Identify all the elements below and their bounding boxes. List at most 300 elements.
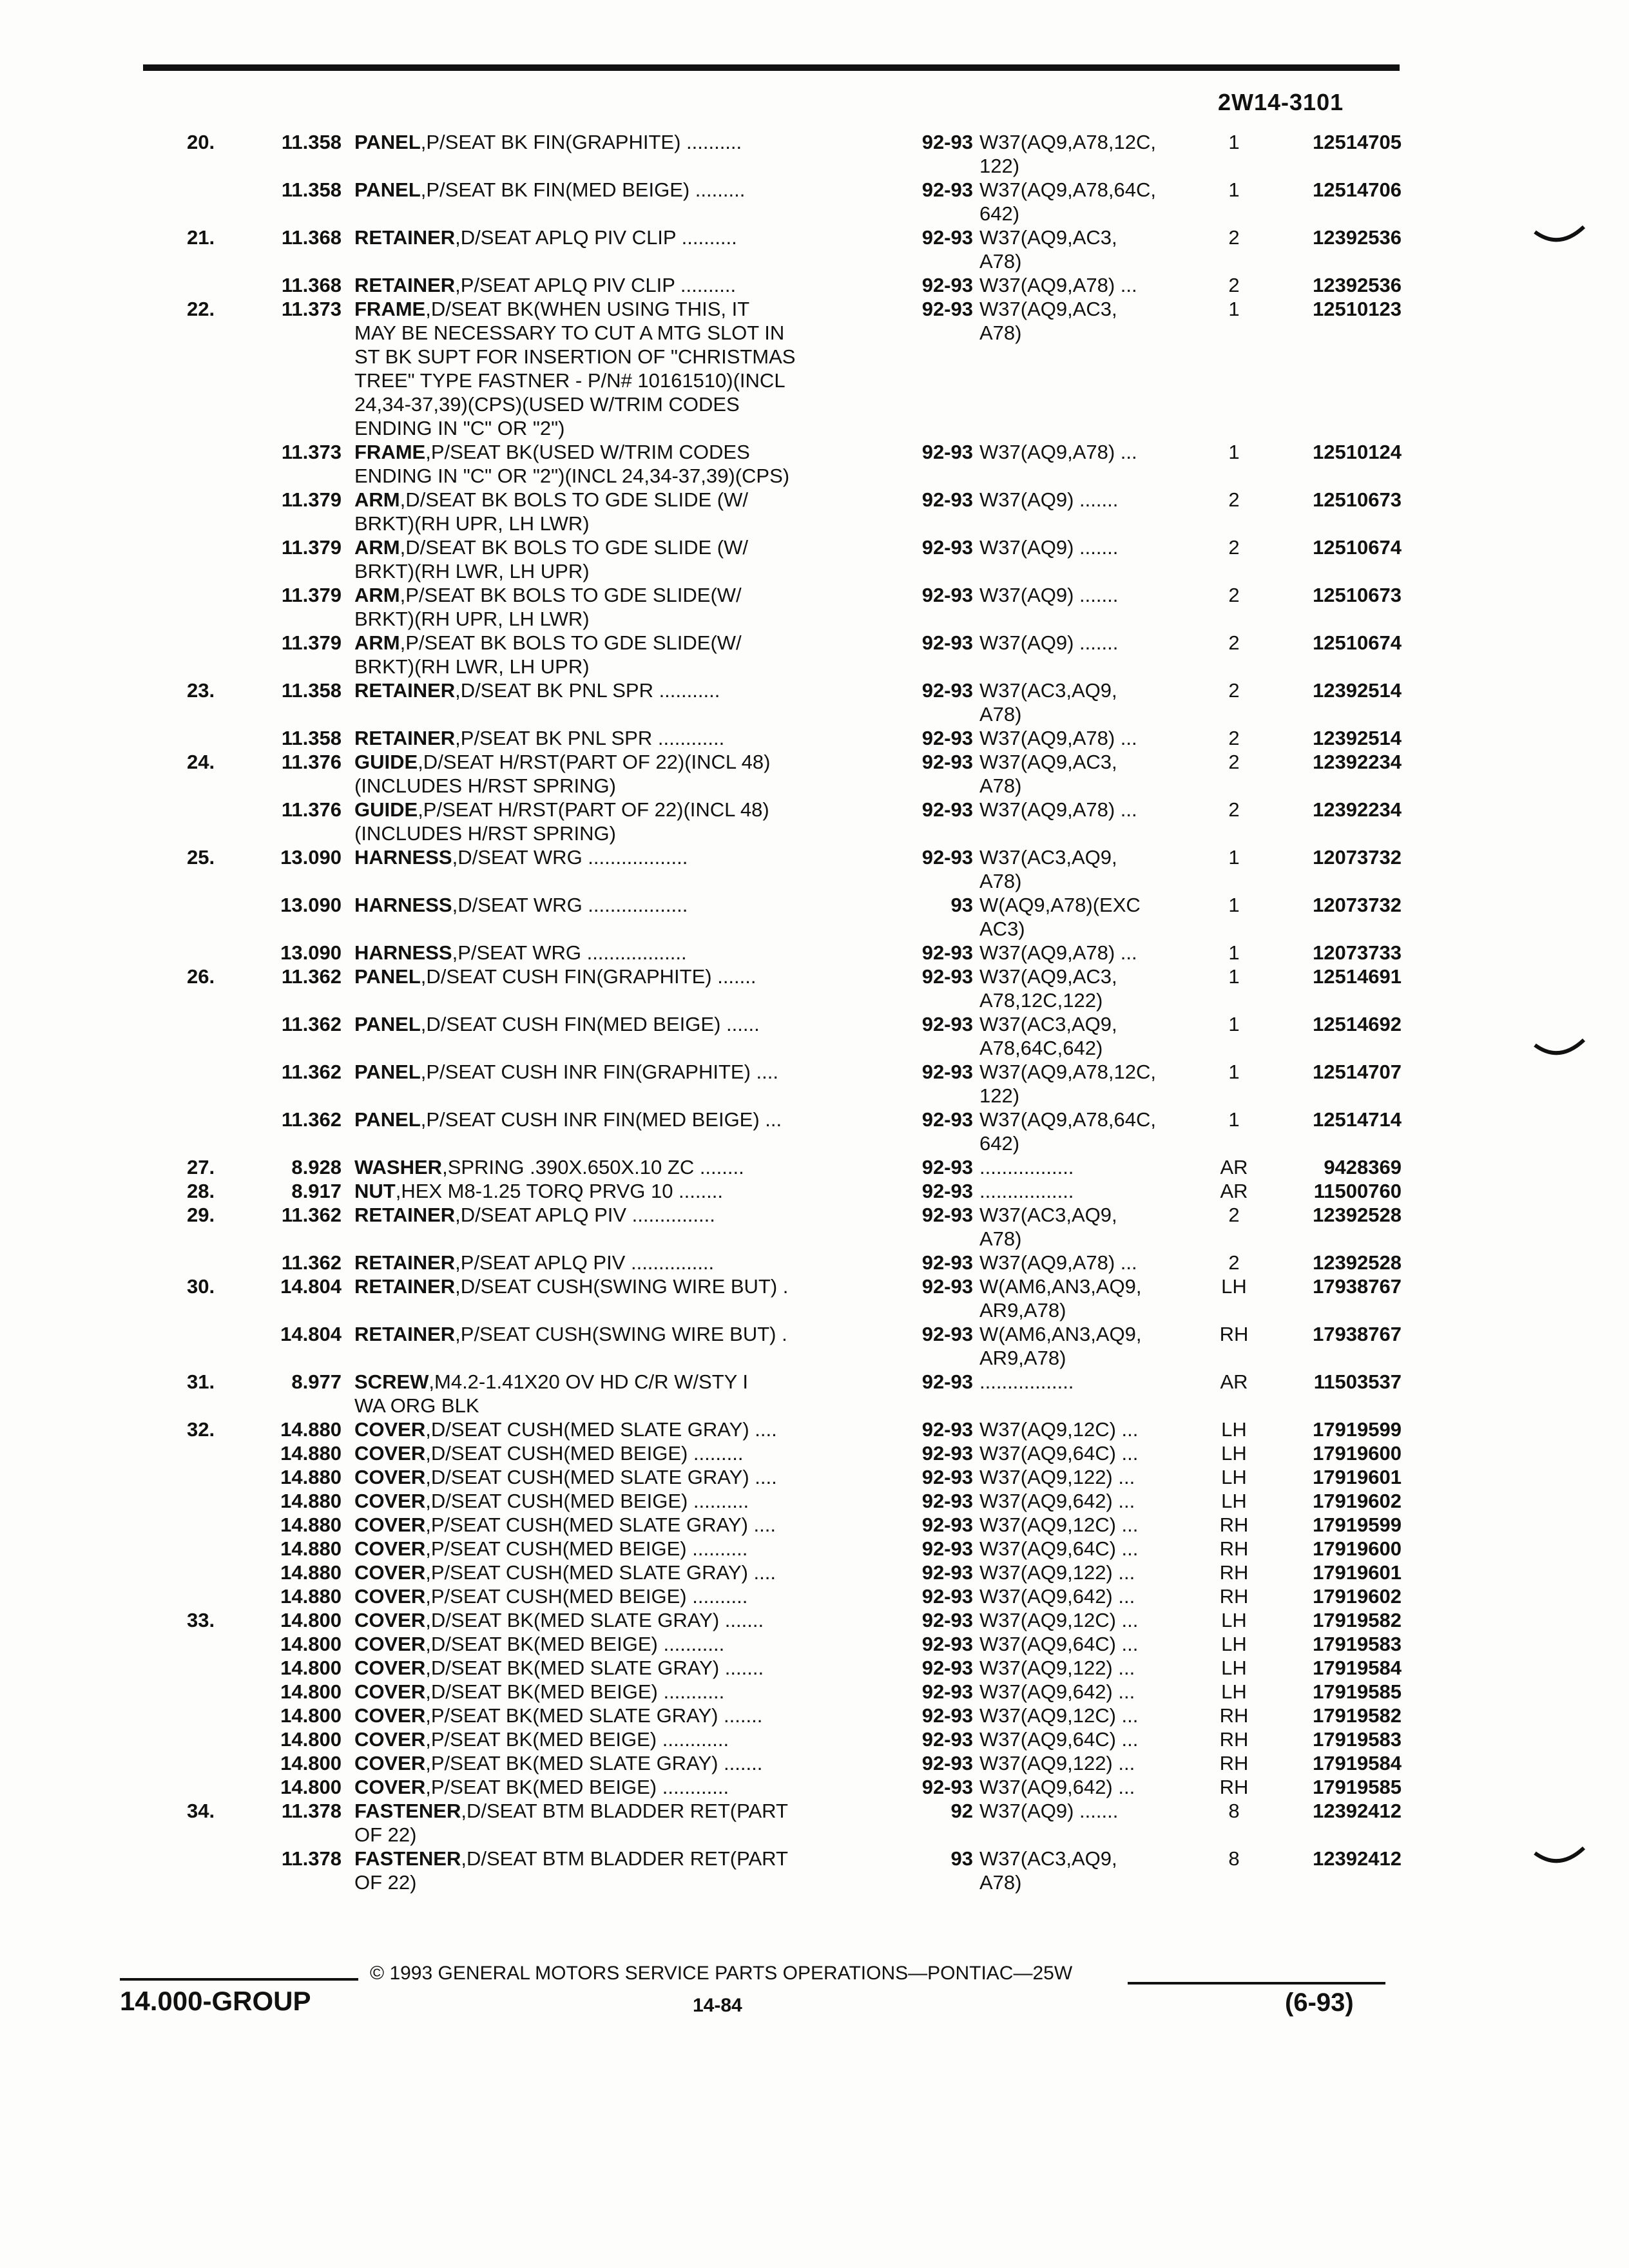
part-number: 12510123 (1313, 298, 1402, 320)
part-name: COVER (354, 1514, 426, 1536)
qualifier-text: W37(AQ9) ....... (979, 631, 1119, 654)
qualifier (979, 1751, 1211, 1775)
part-description-text: ,P/SEAT APLQ PIV ............... (455, 1251, 715, 1274)
part-name: PANEL (354, 178, 421, 201)
group-number: 11.373 (281, 298, 342, 320)
group-number: 11.358 (281, 131, 342, 153)
quantity: 2 (1228, 536, 1240, 559)
part-row (0, 1727, 1629, 1751)
model-years: 92-93 (921, 1370, 973, 1393)
part-number: 17919602 (1313, 1490, 1402, 1512)
ref-number: 20. (187, 131, 215, 153)
qualifier (979, 1155, 1211, 1179)
part-number: 12392536 (1313, 226, 1402, 249)
model-years: 92-93 (921, 679, 973, 702)
qualifier (979, 273, 1211, 297)
qualifier-text: W37(AC3,AQ9, (979, 846, 1117, 869)
qualifier (979, 178, 1211, 226)
part-description-text: ,D/SEAT BK PNL SPR ........... (455, 679, 720, 702)
group-number: 14.800 (280, 1704, 342, 1727)
part-name: COVER (354, 1537, 426, 1560)
part-description (354, 1704, 870, 1727)
part-description-text: ,HEX M8-1.25 TORQ PRVG 10 ........ (395, 1180, 723, 1202)
part-row (0, 1441, 1629, 1465)
qualifier (979, 1727, 1211, 1751)
part-row (0, 273, 1629, 297)
revision-date: (6-93) (1285, 1988, 1354, 2017)
ref-number: 24. (187, 751, 215, 773)
qualifier-text: A78,64C,642) (979, 1037, 1103, 1059)
group-number: 14.800 (280, 1633, 342, 1655)
qualifier-text: W37(AC3,AQ9, (979, 1847, 1117, 1870)
part-description (354, 1489, 870, 1513)
part-description-text: ,D/SEAT CUSH FIN(GRAPHITE) ....... (420, 965, 757, 988)
part-description-text: ,P/SEAT BK BOLS TO GDE SLIDE(W/ (400, 631, 742, 654)
model-years: 92-93 (921, 1537, 973, 1560)
model-years: 92-93 (921, 274, 973, 296)
part-name: ARM (354, 488, 400, 511)
quantity: 8 (1228, 1800, 1240, 1822)
part-number: 12392528 (1313, 1251, 1402, 1274)
model-years: 92-93 (921, 131, 973, 153)
part-number: 17919584 (1313, 1657, 1402, 1679)
part-row (0, 440, 1629, 488)
part-description-text: ,P/SEAT BK(MED SLATE GRAY) ....... (425, 1704, 763, 1727)
quantity: RH (1219, 1752, 1249, 1774)
part-description (354, 583, 870, 631)
part-row (0, 1155, 1629, 1179)
part-name: COVER (354, 1466, 426, 1488)
qualifier-text: W37(AQ9,A78) ... (979, 274, 1137, 296)
model-years: 92-93 (921, 846, 973, 869)
quantity: 2 (1228, 798, 1240, 821)
quantity: 2 (1228, 727, 1240, 749)
qualifier (979, 1251, 1211, 1274)
qualifier (979, 1465, 1211, 1489)
part-description (354, 1322, 870, 1346)
qualifier-text: W37(AQ9) ....... (979, 536, 1119, 559)
group-label: 14.000-GROUP (120, 1986, 311, 2016)
part-name: FASTENER (354, 1800, 461, 1822)
ref-number: 28. (187, 1180, 215, 1202)
part-description (354, 1155, 870, 1179)
part-name: PANEL (354, 131, 421, 153)
group-number: 11.379 (281, 584, 342, 606)
model-years: 92-93 (921, 1204, 973, 1226)
part-description-text: ,D/SEAT CUSH(SWING WIRE BUT) . (455, 1275, 789, 1298)
model-years: 92-93 (921, 941, 973, 964)
qualifier-text: A78) (979, 774, 1022, 797)
group-number: 14.880 (280, 1418, 342, 1441)
part-number: 12392536 (1313, 274, 1402, 296)
quantity: 1 (1228, 1061, 1240, 1083)
qualifier (979, 1179, 1211, 1203)
qualifier (979, 1108, 1211, 1155)
group-number: 11.362 (281, 1013, 342, 1035)
part-description (354, 1561, 870, 1584)
copyright-notice: © 1993 GENERAL MOTORS SERVICE PARTS OPERATIONS—PONTIAC—25W (370, 1963, 1073, 1984)
part-description-text: ,P/SEAT BK(MED BEIGE) ............ (425, 1776, 729, 1798)
part-row (0, 845, 1629, 893)
model-years: 92-93 (921, 1752, 973, 1774)
qualifier-text: W37(AQ9,64C) ... (979, 1442, 1139, 1465)
part-number: 17919601 (1313, 1466, 1402, 1488)
qualifier-text: W37(AQ9,AC3, (979, 751, 1117, 773)
part-number: 12392514 (1313, 679, 1402, 702)
quantity: 1 (1228, 1108, 1240, 1131)
qualifier-text: A78) (979, 1227, 1022, 1250)
group-number: 11.362 (281, 965, 342, 988)
group-number: 11.362 (281, 1204, 342, 1226)
part-description (354, 726, 870, 750)
qualifier (979, 1370, 1211, 1394)
part-description (354, 1727, 870, 1751)
qualifier-text: AC3) (979, 918, 1025, 940)
qualifier-text: W37(AQ9,642) ... (979, 1490, 1135, 1512)
part-row (0, 1847, 1629, 1894)
group-number: 11.376 (281, 751, 342, 773)
model-years: 92-93 (921, 298, 973, 320)
group-number: 14.880 (280, 1442, 342, 1465)
part-description-text: (INCLUDES H/RST SPRING) (354, 822, 616, 845)
qualifier-text: W37(AC3,AQ9, (979, 1013, 1117, 1035)
group-number: 14.804 (280, 1323, 342, 1345)
part-description (354, 798, 870, 845)
part-description-text: ,D/SEAT APLQ PIV ............... (455, 1204, 715, 1226)
group-number: 11.358 (281, 178, 342, 201)
part-number: 17919585 (1313, 1776, 1402, 1798)
part-row (0, 178, 1629, 226)
part-row (0, 893, 1629, 941)
part-description-text: ,D/SEAT CUSH(MED BEIGE) .......... (425, 1490, 749, 1512)
qualifier (979, 130, 1211, 178)
part-row (0, 1322, 1629, 1370)
part-name: ARM (354, 631, 400, 654)
qualifier (979, 440, 1211, 464)
part-name: COVER (354, 1633, 426, 1655)
part-description (354, 1465, 870, 1489)
model-years: 92 (950, 1800, 973, 1822)
qualifier-text: W37(AQ9,122) ... (979, 1657, 1135, 1679)
part-row (0, 1465, 1629, 1489)
part-name: SCREW (354, 1370, 429, 1393)
part-name: FASTENER (354, 1847, 461, 1870)
qualifier (979, 535, 1211, 559)
quantity: 2 (1228, 679, 1240, 702)
part-row (0, 1656, 1629, 1680)
part-number: 12392234 (1313, 751, 1402, 773)
part-number: 17919601 (1313, 1561, 1402, 1584)
part-description-text: ,D/SEAT CUSH(MED BEIGE) ......... (425, 1442, 744, 1465)
qualifier (979, 1799, 1211, 1823)
qualifier (979, 1847, 1211, 1894)
model-years: 92-93 (921, 488, 973, 511)
ref-number: 31. (187, 1370, 215, 1393)
qualifier-text: W37(AQ9,A78) ... (979, 441, 1137, 463)
ref-number: 22. (187, 298, 215, 320)
group-number: 11.362 (281, 1108, 342, 1131)
part-number: 12514714 (1313, 1108, 1402, 1131)
part-number: 12392528 (1313, 1204, 1402, 1226)
qualifier-text: W37(AQ9,642) ... (979, 1776, 1135, 1798)
model-years: 92-93 (921, 1323, 973, 1345)
quantity: 1 (1228, 965, 1240, 988)
qualifier-text: 122) (979, 155, 1020, 177)
qualifier-text: 122) (979, 1084, 1020, 1107)
part-description (354, 893, 870, 917)
model-years: 92-93 (921, 965, 973, 988)
part-number: 17919585 (1313, 1680, 1402, 1703)
part-description-text: OF 22) (354, 1823, 417, 1846)
part-description-text: BRKT)(RH LWR, LH UPR) (354, 655, 590, 678)
part-description-text: ,P/SEAT BK(MED SLATE GRAY) ....... (425, 1752, 763, 1774)
part-description-text: ENDING IN "C" OR "2")(INCL 24,34-37,39)(CPS) (354, 465, 790, 487)
part-row (0, 1489, 1629, 1513)
part-description (354, 535, 870, 583)
part-row (0, 1561, 1629, 1584)
part-row (0, 726, 1629, 750)
model-years: 92-93 (921, 631, 973, 654)
qualifier-text: A78) (979, 1871, 1022, 1894)
group-number: 14.800 (280, 1752, 342, 1774)
part-description (354, 1274, 870, 1298)
top-rule (143, 64, 1400, 71)
quantity: 1 (1228, 131, 1240, 153)
ref-number: 34. (187, 1800, 215, 1822)
quantity: 2 (1228, 226, 1240, 249)
model-years: 92-93 (921, 1275, 973, 1298)
quantity: 2 (1228, 631, 1240, 654)
group-number: 11.379 (281, 536, 342, 559)
part-name: HARNESS (354, 894, 452, 916)
group-number: 11.379 (281, 631, 342, 654)
part-row (0, 798, 1629, 845)
model-years: 92-93 (921, 1776, 973, 1798)
part-description (354, 1680, 870, 1704)
model-years: 92-93 (921, 441, 973, 463)
group-number: 11.358 (281, 679, 342, 702)
part-description (354, 1799, 870, 1847)
group-number: 11.368 (281, 226, 342, 249)
part-number: 12510673 (1313, 584, 1402, 606)
model-years: 92-93 (921, 1514, 973, 1536)
ref-number: 29. (187, 1204, 215, 1226)
quantity: RH (1219, 1728, 1249, 1751)
part-description-text: ,D/SEAT BK(MED SLATE GRAY) ....... (425, 1609, 764, 1631)
group-number: 14.800 (280, 1657, 342, 1679)
part-description-text: ,P/SEAT CUSH(MED BEIGE) .......... (425, 1537, 748, 1560)
group-number: 11.379 (281, 488, 342, 511)
qualifier-text: W37(AQ9,A78) ... (979, 1251, 1137, 1274)
footer-rule (1128, 1982, 1385, 1984)
quantity: LH (1221, 1609, 1247, 1631)
model-years: 92-93 (921, 751, 973, 773)
part-description-text: ,P/SEAT BK FIN(GRAPHITE) .......... (420, 131, 742, 153)
part-number: 12392412 (1313, 1800, 1402, 1822)
part-name: RETAINER (354, 226, 456, 249)
part-name: COVER (354, 1657, 426, 1679)
ref-number: 23. (187, 679, 215, 702)
quantity: 1 (1228, 846, 1240, 869)
part-description-text: ,P/SEAT CUSH(MED SLATE GRAY) .... (425, 1561, 776, 1584)
part-name: COVER (354, 1704, 426, 1727)
qualifier (979, 1584, 1211, 1608)
part-description-text: ,D/SEAT BK(WHEN USING THIS, IT (425, 298, 750, 320)
part-description (354, 631, 870, 678)
group-number: 13.090 (280, 846, 342, 869)
part-description (354, 965, 870, 988)
part-description-text: OF 22) (354, 1871, 417, 1894)
part-name: COVER (354, 1728, 426, 1751)
quantity: AR (1220, 1370, 1248, 1393)
quantity: RH (1219, 1776, 1249, 1798)
part-row (0, 1751, 1629, 1775)
model-years: 93 (950, 894, 973, 916)
part-description-text: ,P/SEAT APLQ PIV CLIP .......... (455, 274, 737, 296)
part-number: 12073733 (1313, 941, 1402, 964)
model-years: 92-93 (921, 1442, 973, 1465)
part-number: 17919582 (1313, 1609, 1402, 1631)
part-row (0, 678, 1629, 726)
part-description (354, 941, 870, 965)
part-name: PANEL (354, 1108, 421, 1131)
qualifier-text: A78) (979, 870, 1022, 892)
qualifier-text: W37(AQ9,AC3, (979, 226, 1117, 249)
part-row (0, 1274, 1629, 1322)
group-number: 8.917 (291, 1180, 342, 1202)
part-name: RETAINER (354, 1275, 456, 1298)
part-description (354, 1751, 870, 1775)
model-years: 92-93 (921, 1561, 973, 1584)
qualifier-text: A78,12C,122) (979, 989, 1103, 1012)
qualifier (979, 1537, 1211, 1561)
ref-number: 25. (187, 846, 215, 869)
model-years: 92-93 (921, 1466, 973, 1488)
part-description-text: ,P/SEAT CUSH(MED BEIGE) .......... (425, 1585, 748, 1608)
model-years: 92-93 (921, 1680, 973, 1703)
qualifier (979, 1561, 1211, 1584)
qualifier-text: AR9,A78) (979, 1299, 1066, 1321)
model-years: 92-93 (921, 178, 973, 201)
model-years: 92-93 (921, 798, 973, 821)
model-years: 92-93 (921, 1585, 973, 1608)
model-years: 92-93 (921, 1490, 973, 1512)
part-name: COVER (354, 1680, 426, 1703)
part-row (0, 297, 1629, 440)
qualifier-text: ................. (979, 1156, 1074, 1178)
part-description (354, 750, 870, 798)
part-row (0, 1179, 1629, 1203)
part-row (0, 535, 1629, 583)
model-years: 92-93 (921, 727, 973, 749)
part-description (354, 440, 870, 488)
qualifier-text: W37(AQ9,122) ... (979, 1561, 1135, 1584)
part-description-text: ,P/SEAT CUSH INR FIN(MED BEIGE) ... (420, 1108, 782, 1131)
part-name: GUIDE (354, 751, 418, 773)
part-description-text: ,D/SEAT BK(MED BEIGE) ........... (425, 1633, 725, 1655)
part-name: GUIDE (354, 798, 418, 821)
part-name: RETAINER (354, 1251, 456, 1274)
qualifier (979, 750, 1211, 798)
part-description-text: ,D/SEAT WRG .................. (452, 894, 688, 916)
qualifier-text: A78) (979, 250, 1022, 273)
model-years: 92-93 (921, 1251, 973, 1274)
qualifier (979, 583, 1211, 607)
part-number: 17919599 (1313, 1514, 1402, 1536)
part-description-text: ,D/SEAT BK(MED SLATE GRAY) ....... (425, 1657, 764, 1679)
group-number: 14.880 (280, 1585, 342, 1608)
part-description-text: ,D/SEAT H/RST(PART OF 22)(INCL 48) (418, 751, 771, 773)
part-number: 12073732 (1313, 846, 1402, 869)
part-name: RETAINER (354, 727, 456, 749)
part-description-text: TREE" TYPE FASTNER - P/N# 10161510)(INCL (354, 369, 786, 392)
part-description-text: ,P/SEAT BK BOLS TO GDE SLIDE(W/ (400, 584, 742, 606)
part-row (0, 1632, 1629, 1656)
group-number: 14.804 (280, 1275, 342, 1298)
part-name: COVER (354, 1418, 426, 1441)
model-years: 92-93 (921, 1633, 973, 1655)
part-row (0, 1060, 1629, 1108)
quantity: RH (1219, 1585, 1249, 1608)
part-description-text: ,P/SEAT CUSH(SWING WIRE BUT) . (455, 1323, 787, 1345)
part-name: RETAINER (354, 1323, 456, 1345)
qualifier-text: W37(AC3,AQ9, (979, 1204, 1117, 1226)
part-description (354, 1584, 870, 1608)
part-description (354, 273, 870, 297)
group-number: 11.358 (281, 727, 342, 749)
part-number: 17938767 (1313, 1323, 1402, 1345)
part-description-text: WA ORG BLK (354, 1394, 479, 1417)
quantity: LH (1221, 1442, 1247, 1465)
qualifier (979, 297, 1211, 345)
qualifier (979, 226, 1211, 273)
qualifier (979, 1608, 1211, 1632)
qualifier-text: W37(AQ9) ....... (979, 488, 1119, 511)
qualifier-text: W37(AQ9,64C) ... (979, 1728, 1139, 1751)
ref-number: 21. (187, 226, 215, 249)
part-row (0, 488, 1629, 535)
ref-number: 30. (187, 1275, 215, 1298)
qualifier (979, 798, 1211, 822)
quantity: RH (1219, 1561, 1249, 1584)
ref-number: 26. (187, 965, 215, 988)
group-number: 11.368 (281, 274, 342, 296)
part-number: 12510674 (1313, 536, 1402, 559)
part-description-text: MAY BE NECESSARY TO CUT A MTG SLOT IN (354, 322, 785, 344)
model-years: 92-93 (921, 226, 973, 249)
part-number: 17919583 (1313, 1633, 1402, 1655)
part-number: 17919600 (1313, 1537, 1402, 1560)
group-number: 14.800 (280, 1776, 342, 1798)
part-description-text: ,D/SEAT CUSH FIN(MED BEIGE) ...... (420, 1013, 760, 1035)
qualifier (979, 893, 1211, 941)
qualifier (979, 1418, 1211, 1441)
quantity: LH (1221, 1680, 1247, 1703)
qualifier-text: W37(AQ9,122) ... (979, 1466, 1135, 1488)
quantity: RH (1219, 1514, 1249, 1536)
part-description (354, 1418, 870, 1441)
part-description-text: ,P/SEAT CUSH INR FIN(GRAPHITE) .... (420, 1061, 778, 1083)
qualifier (979, 726, 1211, 750)
part-row (0, 1704, 1629, 1727)
model-years: 92-93 (921, 1156, 973, 1178)
part-row (0, 1608, 1629, 1632)
qualifier-text: W37(AQ9,A78,12C, (979, 131, 1156, 153)
qualifier-text: ................. (979, 1370, 1074, 1393)
model-years: 92-93 (921, 1418, 973, 1441)
qualifier-text: W(AM6,AN3,AQ9, (979, 1275, 1142, 1298)
qualifier (979, 1632, 1211, 1656)
